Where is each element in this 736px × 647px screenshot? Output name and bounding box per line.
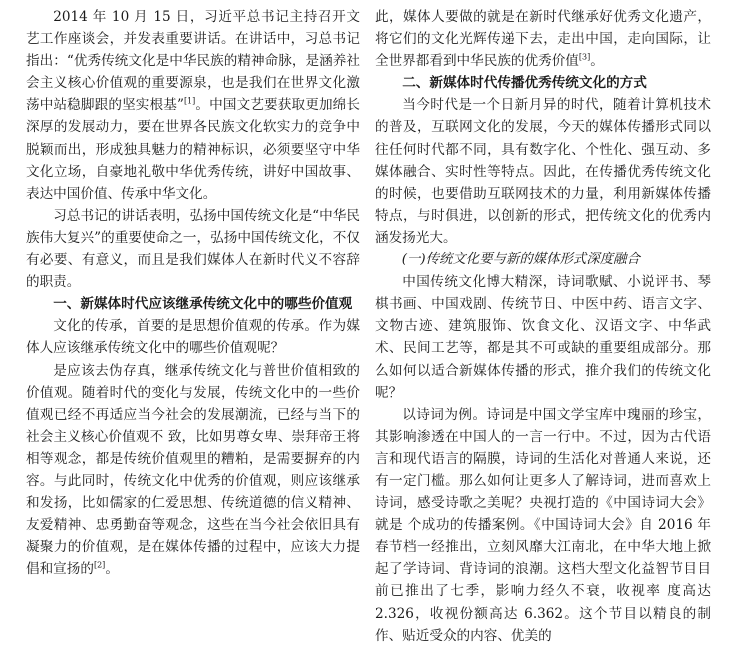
paragraph: 当今时代是一个日新月异的时代，随着计算机技术的普及，互联网文化的发展，今天的媒体传播形式同以往任何时代都不同，具有数字化、个性化、强互动、多媒体融合、实时性等特点。因此，在传播优秀传统文化的时候，也要借助互联网技术的力量，利用新媒体传播特点，与时俱进，以创新的形式，把传统文化的优秀内涵发扬光大。 — [375, 97, 711, 246]
citation-ref: [1] — [183, 96, 196, 106]
paragraph-text: 。 — [105, 561, 119, 578]
right-column — [375, 6, 711, 647]
paragraph: 文化的传承，首要的是思想价值观的传承。作为媒体人应该继承传统文化中的哪些价值观呢？ — [26, 318, 360, 357]
paragraph: 以诗词为例。诗词是中国文学宝库中瑰丽的珍宝，其影响渗透在中国人的一言一行中。不过，因为古代语言和现代语言的隔膜，诗词的生活化对普通人来说，还有一定门槛。那么如何让更多人了解诗词，进而喜欢上诗词，感受诗歌之美呢？央视打造的《中国诗词大会》就是 个成功的传播案例。《中国诗词大会》自 2016 年春节档一经推出，立刻风靡大江南北，在中华大地上掀起了学诗词、背诗词的浪潮。这档大型文化益智节目目前已推出了七季，影响力经久不衰，收视率 度高达 2.326，收视份额高达 6.362。这个节目以精良的制作、贴近受众的内容、优美的 — [375, 406, 711, 644]
paragraph-text: 。中国文艺要获取更加绵长深厚的发展动力，要在世界各民族文化软实力的竞争中脱颖而出，形成独具魅力的精神标识，必须要坚守中华文化立场，自豪地礼敬中华优秀传统，讲好中国故事、表达中国价值、传承中华文化。 — [26, 97, 360, 202]
paragraph-text: 2014 年 10 月 15 日，习近平总书记主持召开文艺工作座谈会，并发表重要讲话。在讲话中，习总书记指出：“优秀传统文化是中华民族的精神命脉，是涵养社会主义核心价值观的重要源泉，也是我们在世界文化激荡中站稳脚跟的坚实根基” — [26, 9, 360, 114]
section-heading: 二、新媒体时代传播优秀传统文化的方式 — [402, 75, 647, 92]
paragraph — [375, 6, 711, 72]
paragraph — [26, 360, 360, 581]
paragraph: 中国传统文化博大精深，诗词歌赋、小说评书、琴棋书画、中国戏剧、传统节日、中医中药、语言文字、文物古迹、建筑服饰、饮食文化、汉语文字、中华武术、民间工艺等，都是其不可或缺的重要组成部分。那么如何以适合新媒体传播的形式，推介我们的传统文化呢？ — [375, 274, 711, 401]
paragraph-text: 此，媒体人要做的就是在新时代继承好优秀文化遗产，将它们的文化光辉传递下去，走出中国，走向国际，让全世界都看到中华民族的优秀价值 — [375, 9, 711, 70]
paragraph: 习总书记的讲话表明，弘扬中国传统文化是“中华民族伟大复兴”的重要使命之一，弘扬中国传统文化，不仅有必要、有意义，而且是我们媒体人在新时代义不容辞的职责。 — [26, 207, 360, 291]
paragraph-text: 是应该去伪存真，继承传统文化与普世价值相致的价值观。随着时代的变化与发展，传统文化中的一些价值观已经不再适应当今社会的发展潮流，已经与当下的社会主义核心价值观不 致，比如男尊女卑、崇拜帝王将相等观念，都是传统价值观里的糟粕，是需要摒弃的内容。与此同时，传统文化中优秀的价值观，则应该继承和发扬，比如儒家的仁爱思想、传统道德的信义精神、友爱精神、忠勇勤奋等观念，这些在当今社会依旧具有凝聚力的价值观，是在媒体传播的过程中，应该大力提倡和宣扬的 — [26, 362, 360, 578]
subsection-heading: (一)传统文化要与新的媒体形式深度融合 — [401, 252, 640, 268]
citation-ref: [3] — [578, 52, 591, 62]
paragraph — [26, 6, 360, 205]
section-heading: 一、新媒体时代应该继承传统文化中的哪些价值观 — [53, 296, 353, 313]
paragraph-text: 。 — [590, 53, 604, 70]
citation-ref: [2] — [93, 560, 106, 570]
left-column — [26, 6, 360, 580]
